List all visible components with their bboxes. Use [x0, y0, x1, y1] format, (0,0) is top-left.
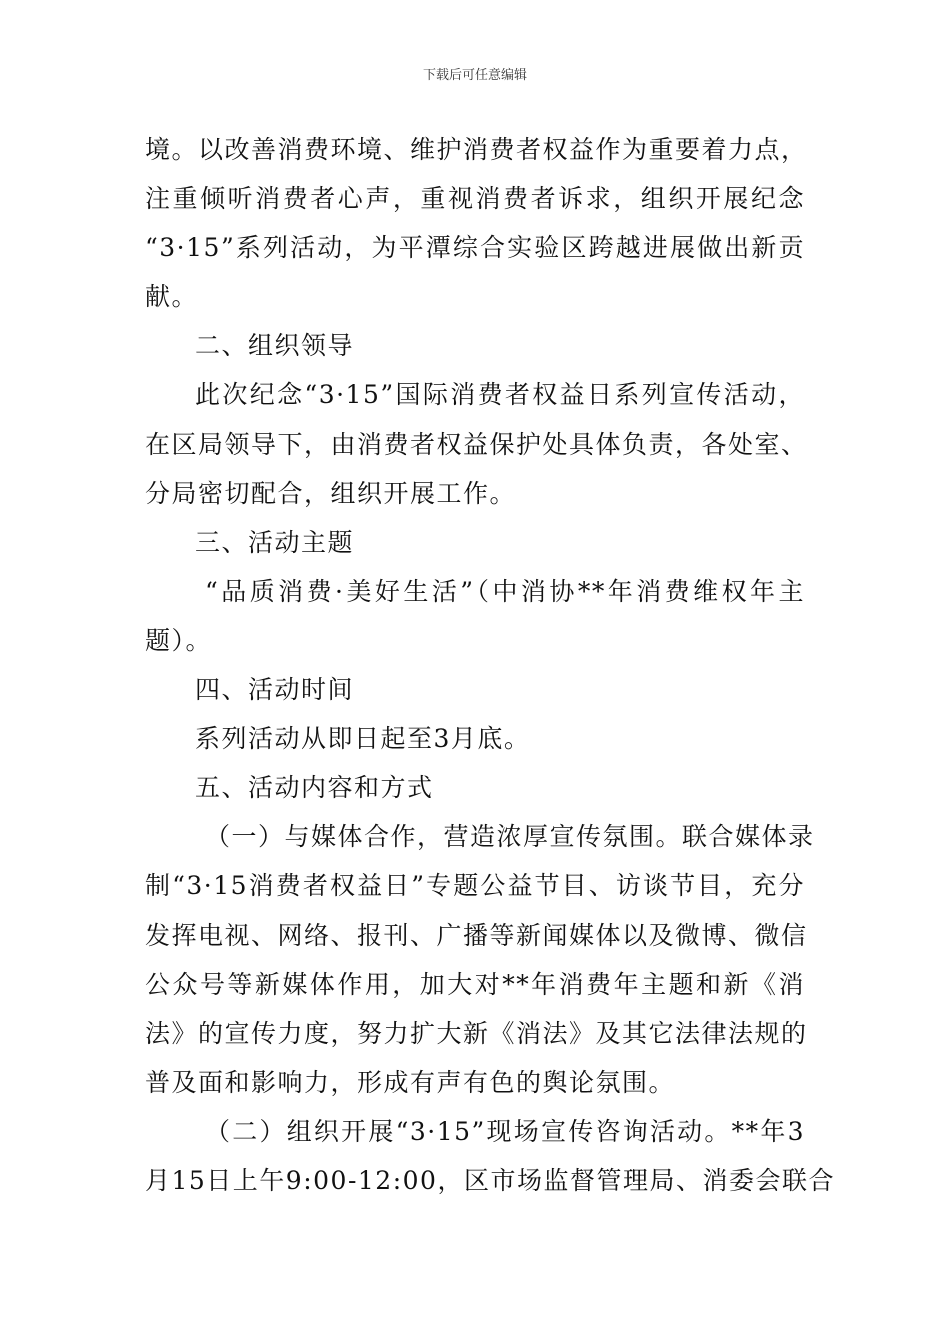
- text-line: 在区局领导下，由消费者权益保护处具体负责，各处室、: [145, 429, 808, 459]
- text-line: 发挥电视、网络、报刊、广播等新闻媒体以及微博、微信: [145, 920, 808, 950]
- text-line: 献。: [145, 282, 199, 312]
- text-line: 分局密切配合，组织开展工作。: [145, 478, 517, 508]
- section-heading: 三、活动主题: [195, 527, 355, 557]
- page-header: 下载后可任意编辑: [422, 68, 527, 83]
- section-heading: 五、活动内容和方式: [195, 773, 434, 803]
- text-line: 题）。: [145, 625, 213, 655]
- text-line: 法》的宣传力度，努力扩大新《消法》及其它法律法规的: [145, 1018, 808, 1048]
- text-line: （一）与媒体合作，营造浓厚宣传氛围。联合媒体录: [205, 822, 815, 852]
- document-body: [145, 125, 835, 1205]
- text-line: 制“3·15消费者权益日”专题公益节目、访谈节目，充分: [145, 871, 805, 901]
- text-line: 境。以改善消费环境、维护消费者权益作为重要着力点，: [145, 135, 808, 164]
- section-heading: 四、活动时间: [195, 675, 355, 705]
- text-line: 注重倾听消费者心声，重视消费者诉求，组织开展纪念: [145, 184, 805, 214]
- text-line: 普及面和影响力，形成有声有色的舆论氛围。: [145, 1067, 676, 1097]
- section-heading: 二、组织领导: [195, 331, 355, 361]
- text-line: “3·15”系列活动，为平潭综合实验区跨越进展做出新贡: [145, 233, 805, 263]
- text-line: 月15日上午9:00-12:00，区市场监督管理局、消委会联合: [145, 1165, 835, 1195]
- text-line: 此次纪念“3·15”国际消费者权益日系列宣传活动，: [195, 380, 805, 410]
- text-line: 公众号等新媒体作用，加大对**年消费年主题和新《消: [145, 969, 805, 999]
- text-line: （二）组织开展“3·15”现场宣传咨询活动。**年3: [205, 1116, 805, 1146]
- text-line: “品质消费·美好生活”（中消协**年消费维权年主: [205, 576, 805, 606]
- text-line: 系列活动从即日起至3月底。: [195, 724, 531, 754]
